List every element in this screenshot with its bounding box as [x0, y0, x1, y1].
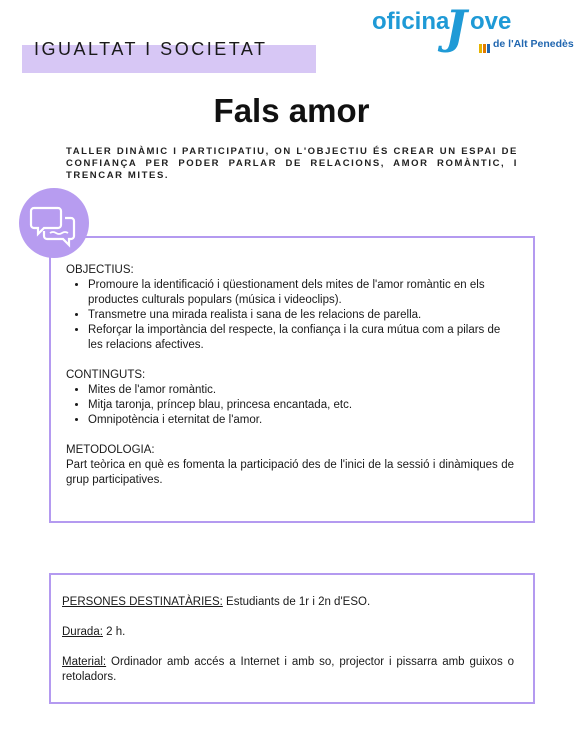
logo-subtitle: de l'Alt Penedès — [493, 38, 574, 50]
oficina-jove-logo — [372, 0, 577, 56]
durada-value: 2 h. — [102, 626, 126, 638]
list-item: • Promoure la identificació i qüestionament dels mites de l'amor romàntic en els productes culturals populars (música i videoclips). — [88, 278, 514, 308]
objectius-heading: OBJECTIUS: — [66, 264, 134, 276]
category-label: IGUALTAT I SOCIETAT — [34, 39, 268, 59]
intro-text: TALLER DINÀMIC I PARTICIPATIU, ON L'OBJECTIU ÉS CREAR UN ESPAI DE CONFIANÇA PER PODER PARLAR DE RELACIONS, AMOR ROMÀNTIC, I TRENCAR MITES. — [66, 146, 518, 181]
destinataries-label: PERSONES DESTINATÀRIES: — [62, 596, 223, 608]
list-item: • Reforçar la importància del respecte, la confiança i la cura mútua com a pilars de les relacions afectives. — [88, 323, 514, 353]
material-label: Material: — [62, 656, 107, 668]
continguts-heading: CONTINGUTS: — [66, 369, 146, 381]
logo-bars-icon — [479, 40, 491, 58]
list-item: • Mites de l'amor romàntic. — [88, 383, 514, 398]
durada-label: Durada: — [62, 626, 103, 638]
metodologia-text: Part teòrica en què es fomenta la participació des de l'inici de la sessió i dinàmiques de grup participatives. — [66, 459, 514, 486]
logo-jove-j: J — [445, 0, 467, 54]
objectius-list — [66, 278, 514, 353]
page-title: Fals amor — [213, 92, 370, 129]
list-item: • Omnipotència i eternitat de l'amor. — [88, 413, 514, 428]
destinataries-value: Estudiants de 1r i 2n d'ESO. — [222, 596, 371, 608]
continguts-list — [66, 383, 514, 428]
list-item: • Transmetre una mirada realista i sana de les relacions de parella. — [88, 308, 514, 323]
metodologia-heading: METODOLOGIA: — [66, 444, 155, 456]
logo-word: oficina — [372, 8, 450, 35]
list-item: • Mitja taronja, príncep blau, princesa encantada, etc. — [88, 398, 514, 413]
objectives-box — [49, 236, 535, 523]
material-value: Ordinador amb accés a Internet i amb so, projector i pissarra amb guixos o retoladors. — [62, 656, 514, 683]
logo-jove-rest: ove — [470, 8, 512, 35]
details-box — [49, 573, 535, 704]
durada-line — [62, 625, 514, 640]
material-line — [62, 655, 514, 685]
destinataries-line — [62, 595, 514, 610]
chat-bubbles-icon — [19, 188, 89, 258]
